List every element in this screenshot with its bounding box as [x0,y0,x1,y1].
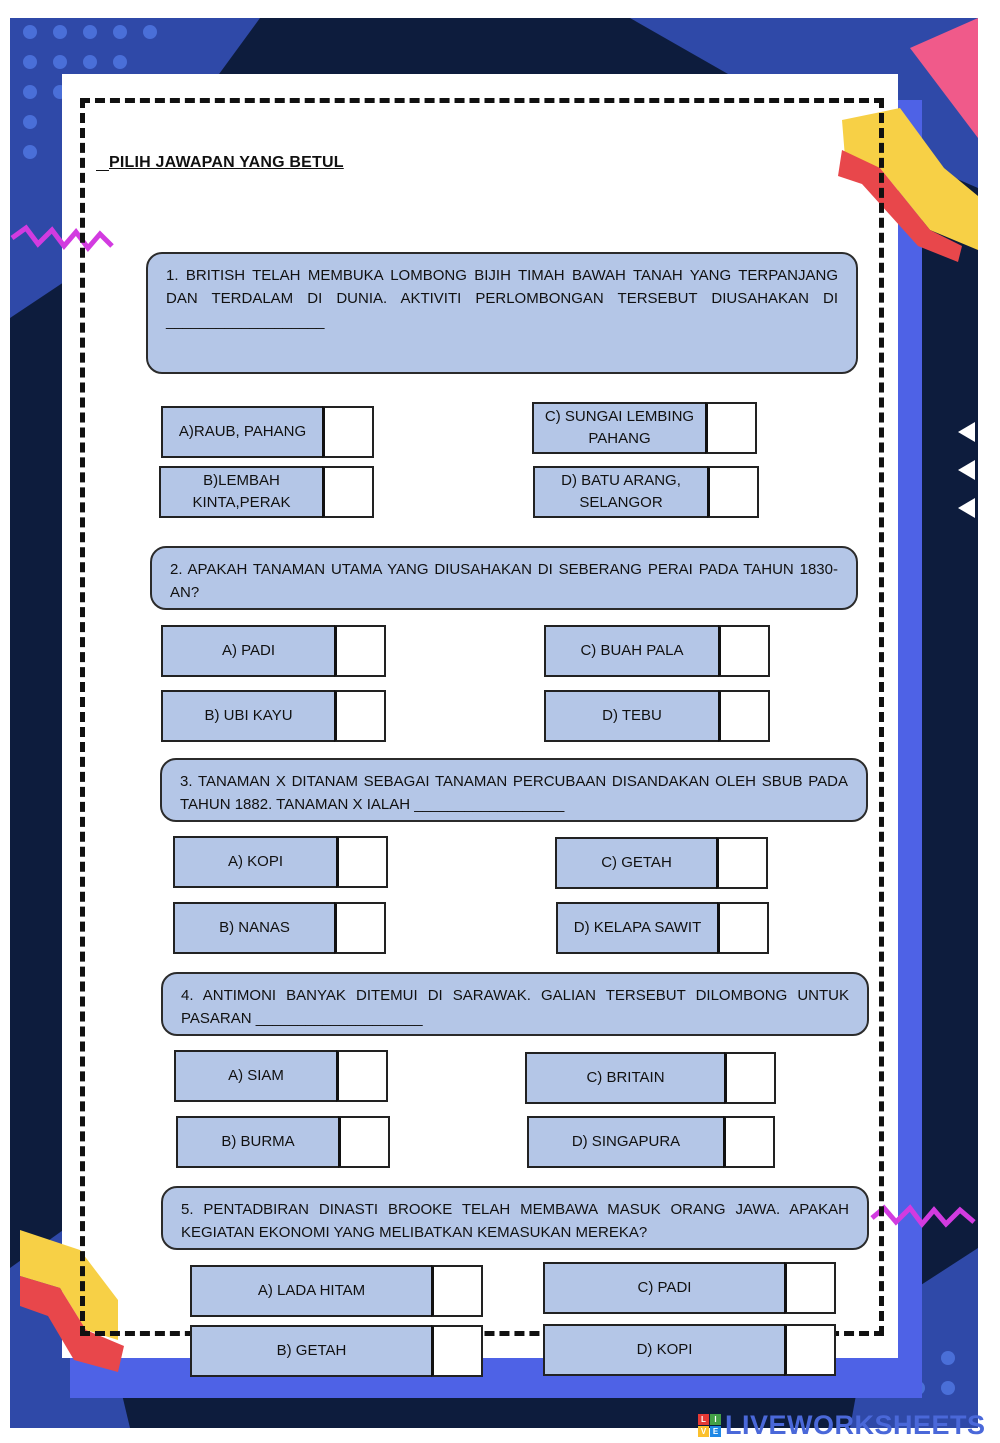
q4-option-a-answer-box[interactable] [336,1050,388,1102]
q3-option-a-label: A) KOPI [173,836,338,888]
q5-option-d-label: D) KOPI [543,1324,786,1376]
logo-letter: E [710,1426,721,1437]
arrow-icon-1 [958,422,975,442]
q3-option-a[interactable] [173,836,388,888]
logo-letter: V [698,1426,709,1437]
q1-option-c[interactable] [532,402,757,454]
page-title: PILIH JAWAPAN YANG BETUL [96,154,344,172]
q1-option-b[interactable] [159,466,374,518]
q1-option-a-label: A)RAUB, PAHANG [161,406,324,458]
q5-option-b-label: B) GETAH [190,1325,433,1377]
q3-option-c-label: C) GETAH [555,837,718,889]
logo-letter: L [698,1414,709,1425]
arrow-icon-3 [958,498,975,518]
q2-option-d[interactable] [544,690,770,742]
q3-option-c-answer-box[interactable] [716,837,768,889]
logo-letter: I [710,1414,721,1425]
q5-option-c-label: C) PADI [543,1262,786,1314]
liveworksheets-logo [698,1410,986,1441]
q1-option-a-answer-box[interactable] [322,406,374,458]
q4-option-d-answer-box[interactable] [723,1116,775,1168]
q1-option-b-label: B)LEMBAH KINTA,PERAK [159,466,324,518]
q2-option-d-label: D) TEBU [544,690,720,742]
question-1: 1. BRITISH TELAH MEMBUKA LOMBONG BIJIH TIMAH BAWAH TANAH YANG TERPANJANG DAN TERDALAM DI DUNIA. AKTIVITI PERLOMBONGAN TERSEBUT DIUSAHAKAN DI ___________________ [146,252,858,374]
q5-option-a-label: A) LADA HITAM [190,1265,433,1317]
q5-option-a[interactable] [190,1265,483,1317]
q4-option-a-label: A) SIAM [174,1050,338,1102]
q4-option-c-label: C) BRITAIN [525,1052,726,1104]
q2-option-c-answer-box[interactable] [718,625,770,677]
q2-option-a[interactable] [161,625,386,677]
q5-option-c[interactable] [543,1262,836,1314]
q5-option-d[interactable] [543,1324,836,1376]
q4-option-a[interactable] [174,1050,388,1102]
q1-option-c-answer-box[interactable] [705,402,757,454]
q2-option-b-answer-box[interactable] [334,690,386,742]
q5-option-b-answer-box[interactable] [431,1325,483,1377]
question-5: 5. PENTADBIRAN DINASTI BROOKE TELAH MEMBAWA MASUK ORANG JAWA. APAKAH KEGIATAN EKONOMI YANG MELIBATKAN KEMASUKAN MEREKA? [161,1186,869,1250]
question-4: 4. ANTIMONI BANYAK DITEMUI DI SARAWAK. GALIAN TERSEBUT DILOMBONG UNTUK PASARAN ____________________ [161,972,869,1036]
q4-option-c[interactable] [525,1052,776,1104]
q2-option-a-answer-box[interactable] [334,625,386,677]
q4-option-d[interactable] [527,1116,775,1168]
q1-option-d-label: D) BATU ARANG, SELANGOR [533,466,709,518]
question-2: 2. APAKAH TANAMAN UTAMA YANG DIUSAHAKAN DI SEBERANG PERAI PADA TAHUN 1830-AN? [150,546,858,610]
q3-option-c[interactable] [555,837,768,889]
q4-option-b-answer-box[interactable] [338,1116,390,1168]
q5-option-b[interactable] [190,1325,483,1377]
logo-text: LIVEWORKSHEETS [725,1410,986,1440]
arrow-icon-2 [958,460,975,480]
q3-option-d-answer-box[interactable] [717,902,769,954]
q3-option-a-answer-box[interactable] [336,836,388,888]
q5-option-c-answer-box[interactable] [784,1262,836,1314]
q2-option-a-label: A) PADI [161,625,336,677]
wave-magenta-right [872,1208,974,1224]
q5-option-a-answer-box[interactable] [431,1265,483,1317]
q3-option-d-label: D) KELAPA SAWIT [556,902,719,954]
q3-option-d[interactable] [556,902,769,954]
q1-option-d[interactable] [533,466,759,518]
q1-option-b-answer-box[interactable] [322,466,374,518]
q4-option-d-label: D) SINGAPURA [527,1116,725,1168]
q1-option-c-label: C) SUNGAI LEMBING PAHANG [532,402,707,454]
q3-option-b-label: B) NANAS [173,902,336,954]
q2-option-c[interactable] [544,625,770,677]
q2-option-b[interactable] [161,690,386,742]
q4-option-b-label: B) BURMA [176,1116,340,1168]
q4-option-b[interactable] [176,1116,390,1168]
question-3: 3. TANAMAN X DITANAM SEBAGAI TANAMAN PERCUBAAN DISANDAKAN OLEH SBUB PADA TAHUN 1882. TANAMAN X IALAH __________________ [160,758,868,822]
q2-option-c-label: C) BUAH PALA [544,625,720,677]
q2-option-b-label: B) UBI KAYU [161,690,336,742]
q1-option-d-answer-box[interactable] [707,466,759,518]
q3-option-b[interactable] [173,902,386,954]
logo-icon [698,1414,721,1437]
q3-option-b-answer-box[interactable] [334,902,386,954]
q4-option-c-answer-box[interactable] [724,1052,776,1104]
q2-option-d-answer-box[interactable] [718,690,770,742]
q1-option-a[interactable] [161,406,374,458]
q5-option-d-answer-box[interactable] [784,1324,836,1376]
